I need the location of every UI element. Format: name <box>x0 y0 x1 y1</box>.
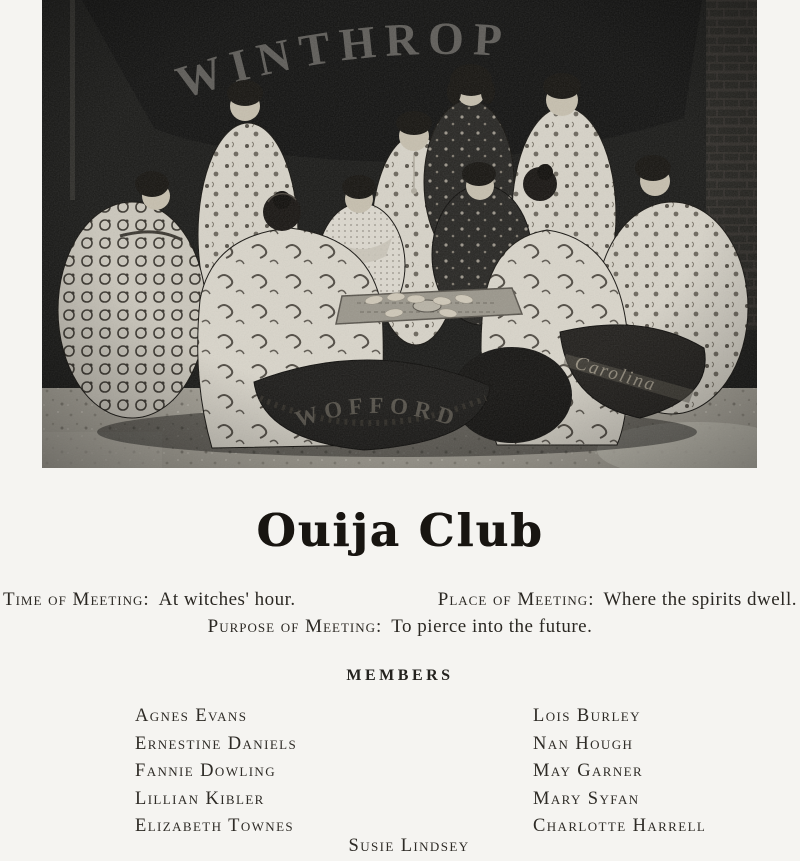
member-name: May Garner <box>533 761 644 781</box>
club-photo-illustration <box>42 0 757 468</box>
vignette <box>42 0 757 468</box>
members-heading: MEMBERS <box>346 667 454 684</box>
member-name: Elizabeth Townes <box>135 816 295 836</box>
time-label: Time of Meeting: <box>3 589 150 610</box>
club-photograph <box>42 0 757 468</box>
members-right-column <box>533 703 706 841</box>
purpose-value: To pierce into the future. <box>391 616 593 637</box>
member-name: Agnes Evans <box>135 706 248 726</box>
place-of-meeting <box>438 589 797 611</box>
member-name: Fannie Dowling <box>135 761 277 781</box>
purpose-label: Purpose of Meeting: <box>207 616 383 637</box>
member-name: Lillian Kibler <box>135 788 265 809</box>
member-name: Lois Burley <box>533 706 641 726</box>
member-name-center: Susie Lindsey <box>348 836 470 856</box>
member-name: Ernestine Daniels <box>135 733 298 754</box>
place-value: Where the spirits dwell. <box>603 589 797 610</box>
page-title: Ouija Club <box>256 504 544 557</box>
member-name: Nan Hough <box>533 733 634 754</box>
members-left-column <box>135 703 297 841</box>
meeting-info-row2 <box>0 616 800 638</box>
member-name: Charlotte Harrell <box>533 816 707 836</box>
member-name: Mary Syfan <box>533 788 640 809</box>
place-label: Place of Meeting: <box>437 589 595 610</box>
time-value: At witches' hour. <box>158 589 296 610</box>
time-of-meeting <box>3 589 296 611</box>
meeting-info-row1 <box>0 589 800 611</box>
